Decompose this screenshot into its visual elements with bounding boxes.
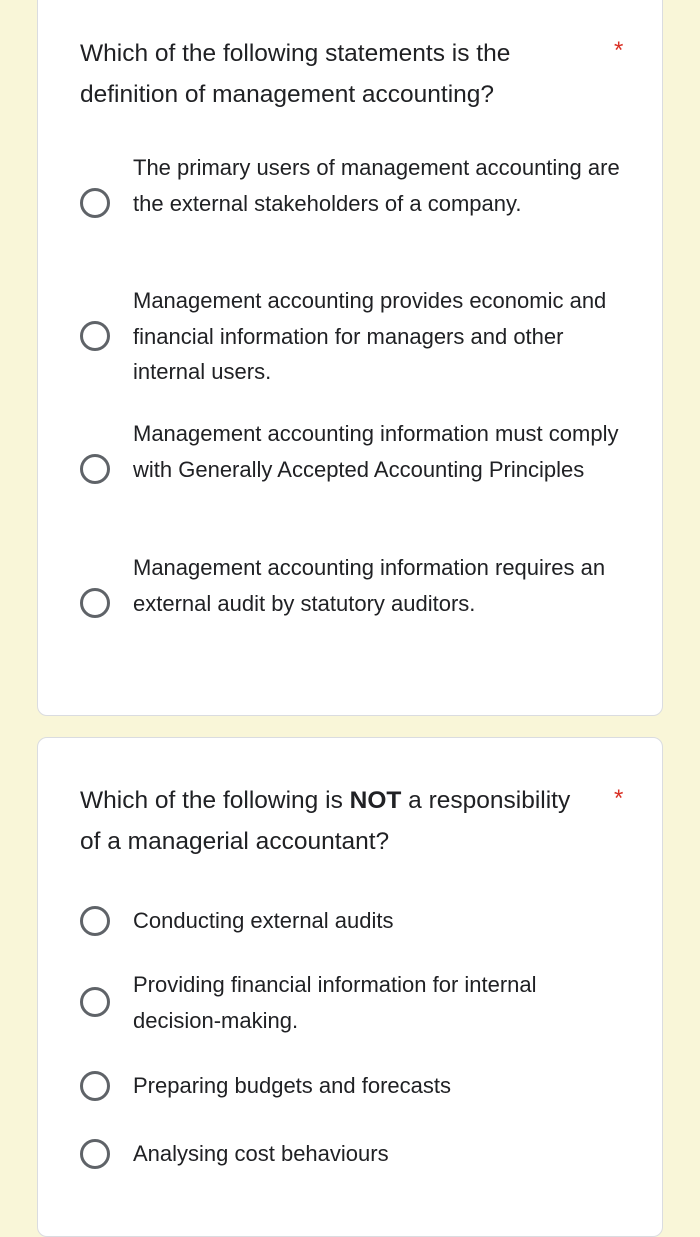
radio-option[interactable] — [38, 1136, 664, 1172]
radio-option[interactable] — [38, 1068, 664, 1104]
radio-circle-icon[interactable] — [80, 588, 110, 618]
option-label: The primary users of management accounting are the external stakeholders of a company. — [133, 155, 620, 216]
radio-circle-icon[interactable] — [80, 321, 110, 351]
radio-circle-icon[interactable] — [80, 1071, 110, 1101]
question-title: Which of the following statements is the definition of management accounting? — [80, 40, 511, 108]
radio-circle-icon[interactable] — [80, 906, 110, 936]
radio-option[interactable] — [38, 967, 664, 1039]
question-emphasis: NOT — [349, 787, 402, 814]
radio-option[interactable] — [38, 416, 664, 523]
required-asterisk: * — [614, 785, 624, 812]
question-text-before: Which of the following is — [80, 787, 350, 814]
radio-circle-icon[interactable] — [80, 1139, 110, 1169]
radio-option[interactable] — [38, 550, 664, 657]
question-text-after: a responsibility of a managerial accountant? — [80, 787, 571, 855]
radio-option[interactable] — [38, 283, 664, 390]
question-title — [80, 780, 590, 862]
radio-circle-icon[interactable] — [80, 454, 110, 484]
option-label: Management accounting information requires an external audit by statutory auditors. — [133, 555, 606, 616]
option-label: Preparing budgets and forecasts — [133, 1073, 451, 1098]
option-label: Providing financial information for internal decision-making. — [133, 972, 537, 1033]
radio-circle-icon[interactable] — [80, 188, 110, 218]
radio-option[interactable] — [38, 150, 664, 257]
radio-option[interactable] — [38, 903, 664, 939]
option-label: Management accounting provides economic and financial information for managers and other internal users. — [133, 288, 607, 384]
required-asterisk: * — [614, 37, 624, 64]
question-card-2 — [37, 737, 663, 1237]
option-label: Conducting external audits — [133, 908, 394, 933]
question-card-1 — [37, 0, 663, 716]
radio-circle-icon[interactable] — [80, 987, 110, 1017]
option-label: Management accounting information must comply with Generally Accepted Accounting Principles — [133, 421, 619, 482]
option-label: Analysing cost behaviours — [133, 1141, 389, 1166]
